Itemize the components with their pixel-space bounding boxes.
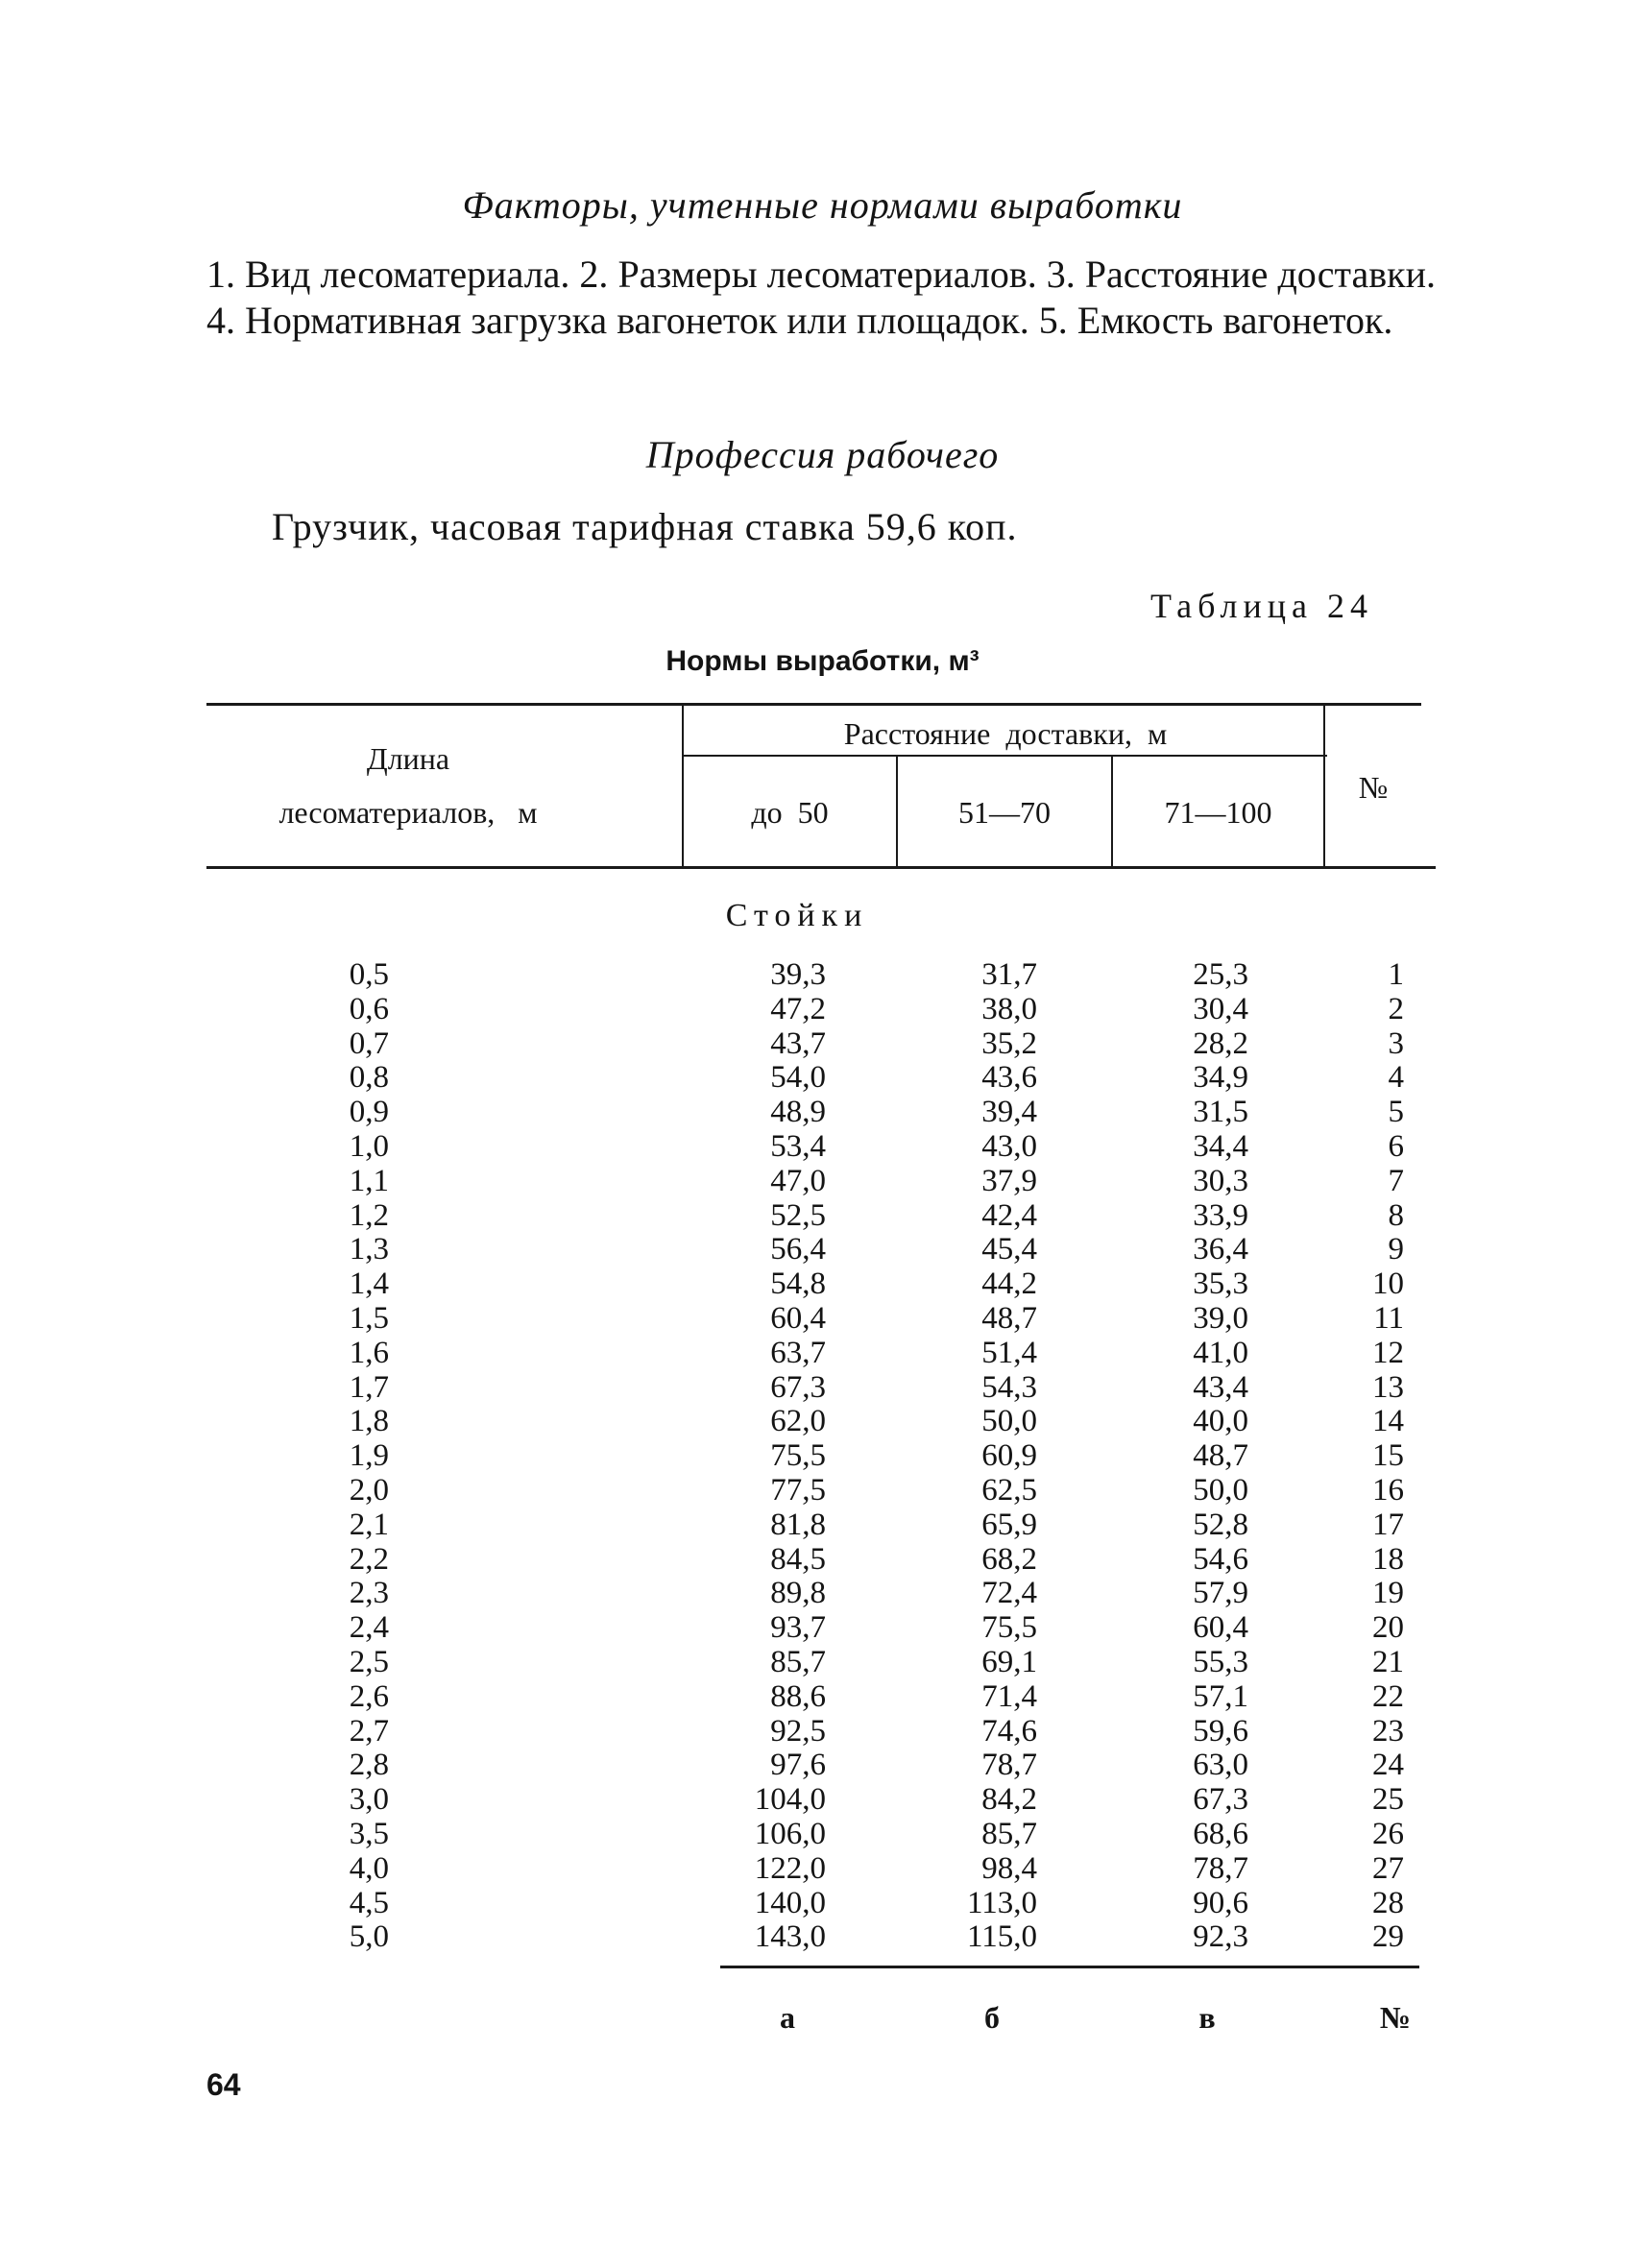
cell-number: 1 <box>1388 957 1404 992</box>
cell-b: 113,0 <box>966 1885 1037 1920</box>
cell-b: 75,5 <box>981 1610 1037 1646</box>
cell-a: 97,6 <box>770 1748 826 1783</box>
cell-c: 54,6 <box>1193 1541 1248 1577</box>
cell-c: 30,3 <box>1193 1163 1248 1198</box>
cell-length: 1,6 <box>349 1335 389 1370</box>
cell-c: 41,0 <box>1193 1335 1248 1370</box>
cell-length: 4,5 <box>349 1885 389 1920</box>
cell-number: 20 <box>1372 1610 1404 1646</box>
cell-c: 25,3 <box>1193 957 1248 992</box>
cell-a: 47,2 <box>770 991 826 1026</box>
cell-b: 48,7 <box>981 1300 1037 1336</box>
cell-b: 42,4 <box>981 1197 1037 1233</box>
cell-a: 84,5 <box>770 1541 826 1577</box>
header-col-a: до 50 <box>751 795 829 830</box>
cell-length: 0,8 <box>349 1060 389 1096</box>
cell-c: 52,8 <box>1193 1507 1248 1542</box>
column-length <box>288 958 389 1955</box>
cell-number: 8 <box>1388 1197 1404 1233</box>
profession-heading: Профессия рабочего <box>645 433 1000 476</box>
cell-number: 7 <box>1388 1163 1404 1198</box>
cell-number: 17 <box>1372 1507 1404 1542</box>
table-caption: Нормы выработки, м³ <box>665 645 980 677</box>
cell-b: 69,1 <box>981 1644 1037 1679</box>
cell-c: 59,6 <box>1193 1713 1248 1749</box>
cell-c: 57,9 <box>1193 1576 1248 1611</box>
subsection-title: Стойки <box>725 898 869 933</box>
column-b <box>941 958 1037 1955</box>
cell-length: 2,2 <box>349 1541 389 1577</box>
cell-c: 40,0 <box>1193 1404 1248 1439</box>
cell-number: 3 <box>1388 1025 1404 1061</box>
cell-b: 50,0 <box>981 1404 1037 1439</box>
cell-length: 1,3 <box>349 1232 389 1267</box>
cell-length: 0,9 <box>349 1095 389 1130</box>
profession-paragraph: Грузчик, часовая тарифная ставка 59,6 коп. <box>272 505 1018 548</box>
cell-b: 98,4 <box>981 1850 1037 1886</box>
cell-c: 43,4 <box>1193 1369 1248 1405</box>
cell-a: 47,0 <box>770 1163 826 1198</box>
cell-length: 1,0 <box>349 1128 389 1164</box>
cell-length: 2,4 <box>349 1610 389 1646</box>
cell-length: 4,0 <box>349 1850 389 1886</box>
cell-length: 1,2 <box>349 1197 389 1233</box>
cell-a: 85,7 <box>770 1644 826 1679</box>
cell-a: 104,0 <box>754 1782 826 1818</box>
cell-length: 1,7 <box>349 1369 389 1405</box>
cell-number: 9 <box>1388 1232 1404 1267</box>
table-number: Таблица 24 <box>1150 587 1373 625</box>
cell-number: 15 <box>1372 1438 1404 1474</box>
cell-a: 62,0 <box>770 1404 826 1439</box>
cell-c: 48,7 <box>1193 1438 1248 1474</box>
header-col-c: 71—100 <box>1164 795 1272 830</box>
header-number: № <box>1358 770 1389 805</box>
cell-b: 60,9 <box>981 1438 1037 1474</box>
cell-c: 36,4 <box>1193 1232 1248 1267</box>
cell-length: 2,7 <box>349 1713 389 1749</box>
cell-c: 31,5 <box>1193 1095 1248 1130</box>
cell-a: 140,0 <box>754 1885 826 1920</box>
cell-a: 89,8 <box>770 1576 826 1611</box>
cell-c: 33,9 <box>1193 1197 1248 1233</box>
cell-c: 50,0 <box>1193 1472 1248 1508</box>
cell-c: 78,7 <box>1193 1850 1248 1886</box>
cell-length: 2,3 <box>349 1576 389 1611</box>
cell-a: 88,6 <box>770 1678 826 1714</box>
cell-length: 2,5 <box>349 1644 389 1679</box>
cell-c: 30,4 <box>1193 991 1248 1026</box>
cell-a: 81,8 <box>770 1507 826 1542</box>
cell-a: 56,4 <box>770 1232 826 1267</box>
cell-c: 57,1 <box>1193 1678 1248 1714</box>
cell-number: 11 <box>1373 1300 1404 1336</box>
cell-length: 1,5 <box>349 1300 389 1336</box>
cell-a: 39,3 <box>770 957 826 992</box>
footer-number: № <box>1379 2000 1412 2035</box>
cell-a: 48,9 <box>770 1095 826 1130</box>
cell-number: 27 <box>1372 1850 1404 1886</box>
cell-length: 3,5 <box>349 1816 389 1851</box>
cell-number: 10 <box>1372 1267 1404 1302</box>
cell-b: 45,4 <box>981 1232 1037 1267</box>
cell-number: 16 <box>1372 1472 1404 1508</box>
cell-b: 72,4 <box>981 1576 1037 1611</box>
footer-col-a: а <box>780 2000 795 2035</box>
header-bottom-rule <box>206 866 1436 869</box>
cell-c: 35,3 <box>1193 1267 1248 1302</box>
cell-b: 65,9 <box>981 1507 1037 1542</box>
cell-number: 4 <box>1388 1060 1404 1096</box>
cell-b: 71,4 <box>981 1678 1037 1714</box>
cell-length: 2,0 <box>349 1472 389 1508</box>
cell-b: 115,0 <box>966 1919 1037 1955</box>
cell-length: 2,1 <box>349 1507 389 1542</box>
cell-number: 22 <box>1372 1678 1404 1714</box>
cell-c: 34,4 <box>1193 1128 1248 1164</box>
cell-length: 1,8 <box>349 1404 389 1439</box>
cell-number: 23 <box>1372 1713 1404 1749</box>
cell-c: 63,0 <box>1193 1748 1248 1783</box>
cell-b: 35,2 <box>981 1025 1037 1061</box>
cell-length: 1,4 <box>349 1267 389 1302</box>
table-top-rule <box>206 703 1421 706</box>
cell-number: 28 <box>1372 1885 1404 1920</box>
cell-a: 67,3 <box>770 1369 826 1405</box>
cell-length: 0,7 <box>349 1025 389 1061</box>
distance-sub-rule <box>684 755 1327 757</box>
cell-b: 44,2 <box>981 1267 1037 1302</box>
cell-b: 38,0 <box>981 991 1037 1026</box>
footer-col-b: б <box>984 2000 1000 2035</box>
cell-number: 18 <box>1372 1541 1404 1577</box>
factors-heading: Факторы, учтенные нормами выработки <box>462 183 1183 227</box>
table-bottom-rule <box>720 1966 1419 1968</box>
cell-a: 60,4 <box>770 1300 826 1336</box>
cell-a: 122,0 <box>754 1850 826 1886</box>
cell-a: 106,0 <box>754 1816 826 1851</box>
cell-a: 77,5 <box>770 1472 826 1508</box>
header-length-line1: Длина <box>366 741 450 776</box>
cell-length: 0,5 <box>349 957 389 992</box>
column-a <box>730 958 826 1955</box>
cell-a: 75,5 <box>770 1438 826 1474</box>
cell-number: 21 <box>1372 1644 1404 1679</box>
cell-length: 2,6 <box>349 1678 389 1714</box>
page-number: 64 <box>206 2067 241 2102</box>
cell-c: 55,3 <box>1193 1644 1248 1679</box>
cell-c: 92,3 <box>1193 1919 1248 1955</box>
cell-a: 93,7 <box>770 1610 826 1646</box>
cell-b: 84,2 <box>981 1782 1037 1818</box>
cell-b: 74,6 <box>981 1713 1037 1749</box>
cell-a: 53,4 <box>770 1128 826 1164</box>
cell-c: 67,3 <box>1193 1782 1248 1818</box>
cell-c: 28,2 <box>1193 1025 1248 1061</box>
cell-length: 1,1 <box>349 1163 389 1198</box>
cell-b: 31,7 <box>981 957 1037 992</box>
cell-b: 43,0 <box>981 1128 1037 1164</box>
cell-c: 39,0 <box>1193 1300 1248 1336</box>
header-col-b: 51—70 <box>958 795 1051 830</box>
cell-number: 29 <box>1372 1919 1404 1955</box>
cell-number: 12 <box>1372 1335 1404 1370</box>
cell-number: 14 <box>1372 1404 1404 1439</box>
cell-number: 6 <box>1388 1128 1404 1164</box>
cell-length: 3,0 <box>349 1782 389 1818</box>
cell-c: 60,4 <box>1193 1610 1248 1646</box>
cell-length: 2,8 <box>349 1748 389 1783</box>
cell-b: 51,4 <box>981 1335 1037 1370</box>
cell-b: 39,4 <box>981 1095 1037 1130</box>
cell-a: 54,8 <box>770 1267 826 1302</box>
cell-a: 92,5 <box>770 1713 826 1749</box>
column-c <box>1152 958 1248 1955</box>
cell-number: 5 <box>1388 1095 1404 1130</box>
cell-b: 54,3 <box>981 1369 1037 1405</box>
cell-number: 24 <box>1372 1748 1404 1783</box>
column-number <box>1354 958 1404 1955</box>
footer-col-c: в <box>1198 2000 1216 2035</box>
cell-a: 143,0 <box>754 1919 826 1955</box>
cell-b: 85,7 <box>981 1816 1037 1851</box>
cell-b: 68,2 <box>981 1541 1037 1577</box>
cell-b: 43,6 <box>981 1060 1037 1096</box>
cell-length: 0,6 <box>349 991 389 1026</box>
cell-number: 19 <box>1372 1576 1404 1611</box>
cell-a: 54,0 <box>770 1060 826 1096</box>
cell-c: 34,9 <box>1193 1060 1248 1096</box>
cell-number: 25 <box>1372 1782 1404 1818</box>
cell-b: 62,5 <box>981 1472 1037 1508</box>
cell-b: 37,9 <box>981 1163 1037 1198</box>
cell-number: 13 <box>1372 1369 1404 1405</box>
cell-c: 90,6 <box>1193 1885 1248 1920</box>
header-length-line2: лесоматериалов, м <box>278 795 538 830</box>
factors-paragraph: 1. Вид лесоматериала. 2. Размеры лесоматериалов. 3. Расстояние доставки. 4. Нормативная загрузка вагонеток или площадок. 5. Емкость вагонеток. <box>206 253 1436 342</box>
cell-a: 52,5 <box>770 1197 826 1233</box>
cell-number: 2 <box>1388 991 1404 1026</box>
cell-length: 5,0 <box>349 1919 389 1955</box>
cell-c: 68,6 <box>1193 1816 1248 1851</box>
cell-length: 1,9 <box>349 1438 389 1474</box>
header-distance: Расстояние доставки, м <box>843 716 1168 751</box>
cell-number: 26 <box>1372 1816 1404 1851</box>
cell-b: 78,7 <box>981 1748 1037 1783</box>
cell-a: 63,7 <box>770 1335 826 1370</box>
cell-a: 43,7 <box>770 1025 826 1061</box>
